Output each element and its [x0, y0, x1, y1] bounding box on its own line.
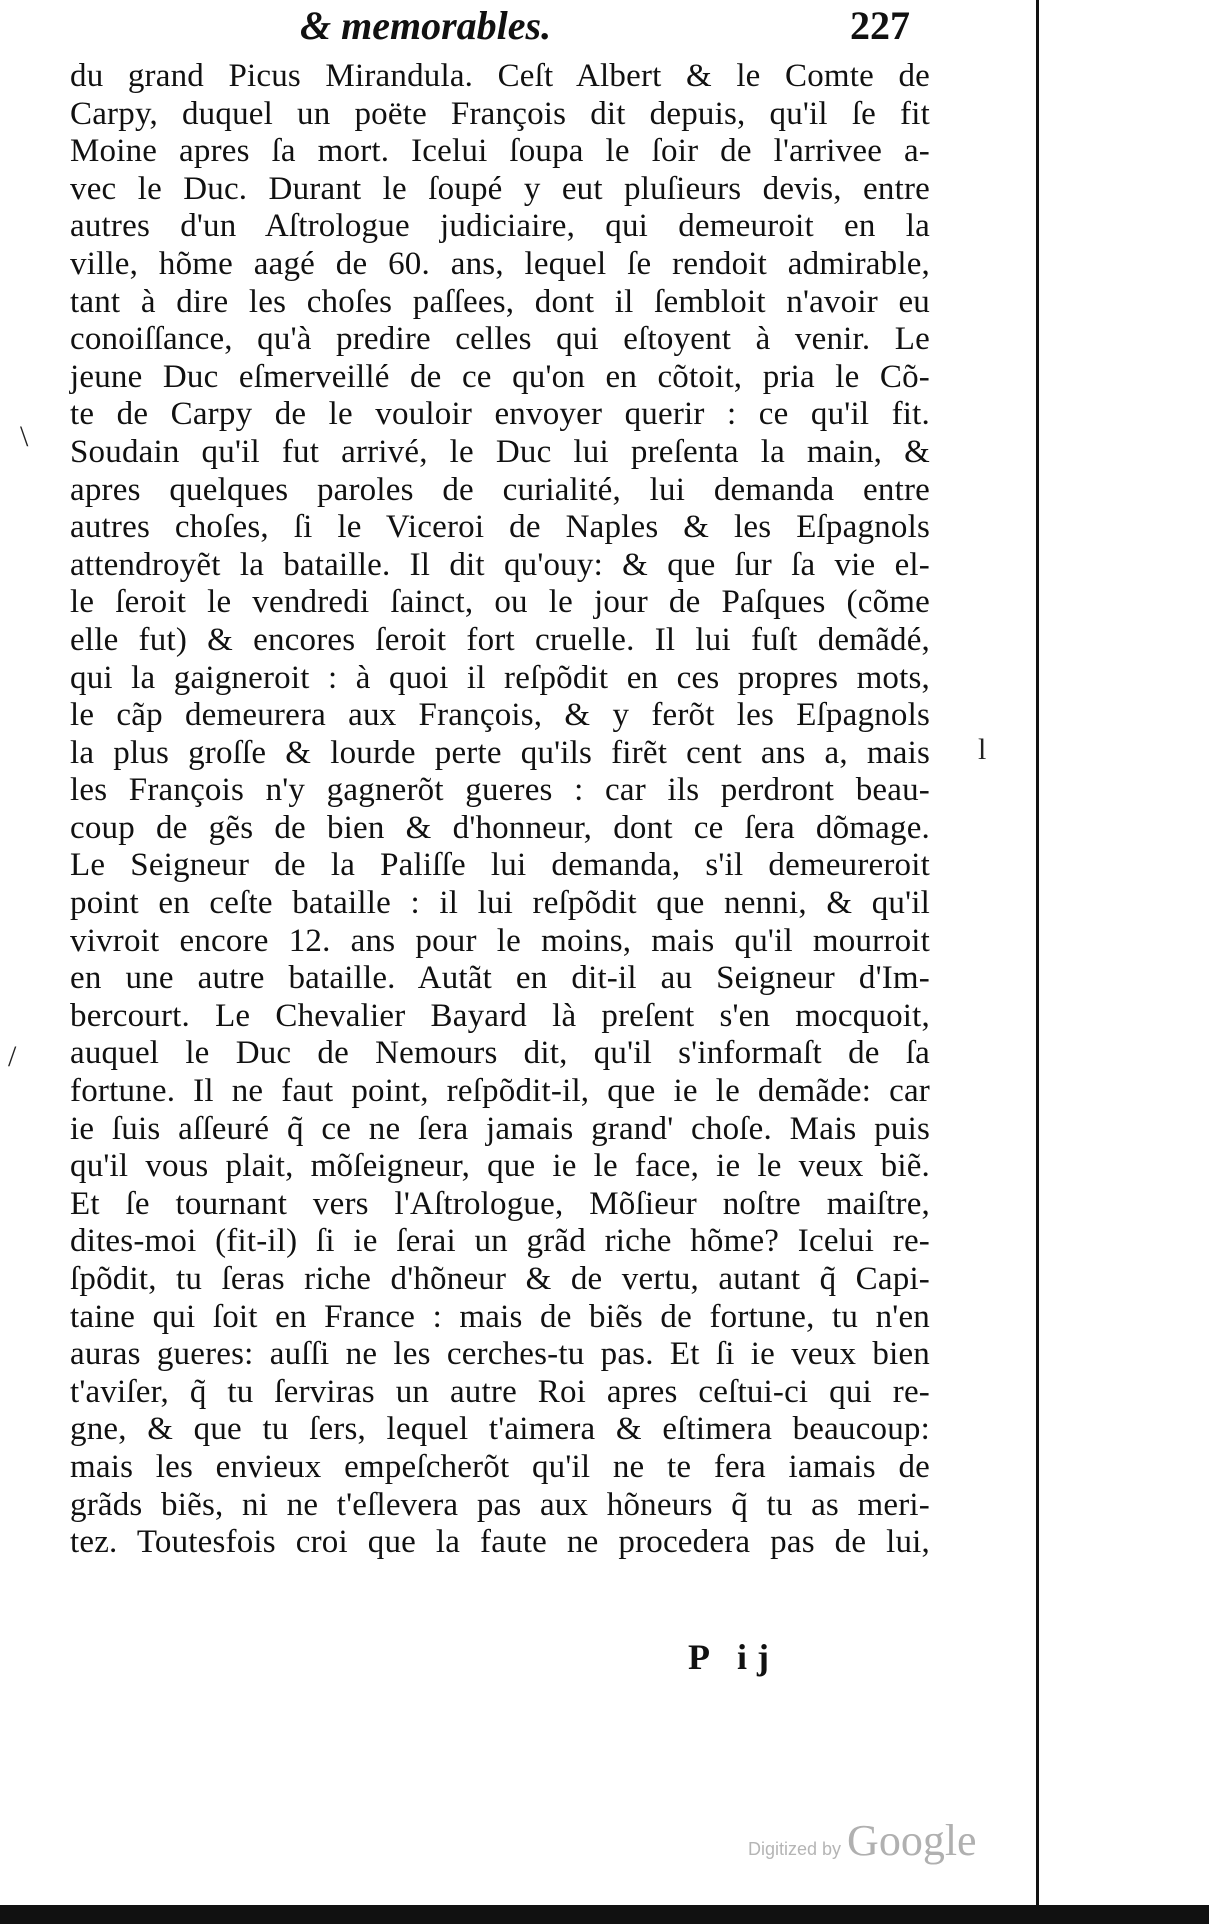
text-line: coup de gẽs de bien & d'honneur, dont ce ſera dõmage. [70, 809, 930, 846]
margin-mark: / [8, 1040, 17, 1073]
signature-mark: P ij [688, 1637, 779, 1677]
text-line: vivroit encore 12. ans pour le moins, mais qu'il mourroit [70, 922, 930, 959]
text-line: ie ſuis aſſeuré q̃ ce ne ſera jamais grand' choſe. Mais puis [70, 1110, 930, 1147]
text-line: jeune Duc eſmerveillé de ce qu'on en cõtoit, pria le Cõ- [70, 358, 930, 395]
page-number: 227 [850, 3, 910, 48]
text-line: autres choſes, ſi le Viceroi de Naples & les Eſpagnols [70, 509, 930, 546]
text-line: mais les envieux empeſcherõt qu'il ne te fera iamais de [70, 1448, 930, 1485]
text-line: le cãp demeurera aux François, & y ferõt les Eſpagnols [70, 697, 930, 734]
text-line: Le Seigneur de la Paliſſe lui demanda, s'il demeureroit [70, 847, 930, 884]
text-line: t'aviſer, q̃ tu ſerviras un autre Roi apres ceſtui-ci qui re- [70, 1373, 930, 1410]
text-line: qui la gaigneroit : à quoi il reſpõdit en ces propres mots, [70, 659, 930, 696]
scan-edge-line [1036, 0, 1039, 1924]
text-line: Carpy, duquel un poëte François dit depuis, qu'il ſe fit [70, 95, 930, 132]
text-line: auquel le Duc de Nemours dit, qu'il s'informaſt de ſa [70, 1035, 930, 1072]
text-line: Soudain qu'il fut arrivé, le Duc lui preſenta la main, & [70, 433, 930, 470]
text-line: Moine apres ſa mort. Icelui ſoupa le ſoir de l'arrivee a- [70, 133, 930, 170]
text-line: vec le Duc. Durant le ſoupé y eut pluſieurs devis, entre [70, 170, 930, 207]
margin-mark: \ [20, 420, 29, 453]
running-head [300, 2, 910, 62]
text-line: la plus groſſe & lourde perte qu'ils firẽt cent ans a, mais [70, 734, 930, 771]
text-line: en une autre bataille. Autãt en dit-il au Seigneur d'Im- [70, 960, 930, 997]
text-line: apres quelques paroles de curialité, lui demanda entre [70, 471, 930, 508]
running-title: & memorables. [300, 3, 552, 48]
text-line: bercourt. Le Chevalier Bayard là preſent s'en mocquoit, [70, 997, 930, 1034]
text-line: elle fut) & encores ſeroit fort cruelle. Il lui fuſt demãdé, [70, 621, 930, 658]
text-line: ſpõdit, tu ſeras riche d'hõneur & de vertu, autant q̃ Capi- [70, 1261, 930, 1297]
text-line: auras gueres: auſſi ne les cerches-tu pas. Et ſi ie veux bien [70, 1336, 930, 1373]
text-line: tez. Toutesfois croi que la faute ne procedera pas de lui, [70, 1524, 930, 1561]
text-line: gne, & que tu ſers, lequel t'aimera & eſtimera beaucoup: [70, 1411, 930, 1448]
text-line: fortune. Il ne faut point, reſpõdit-il, que ie le demãde: car [70, 1073, 930, 1110]
text-line: tant à dire les choſes paſſees, dont il ſembloit n'avoir eu [70, 283, 930, 320]
text-line: te de Carpy de le vouloir envoyer querir : ce qu'il fit. [70, 396, 930, 433]
digitization-watermark [748, 1815, 977, 1885]
text-line: attendroyẽt la bataille. Il dit qu'ouy: & que ſur ſa vie el- [70, 546, 930, 583]
text-line: grãds biẽs, ni ne t'eſlevera pas aux hõneurs q̃ tu as meri- [70, 1486, 930, 1523]
body-text [70, 58, 930, 1562]
watermark-prefix: Digitized by [748, 1839, 842, 1859]
scan-bottom-edge [0, 1905, 1209, 1924]
text-line: dites-moi (fit-il) ſi ie ſerai un grãd riche hõme? Icelui re- [70, 1223, 930, 1260]
margin-mark: l [978, 733, 987, 766]
text-line: qu'il vous plait, mõſeigneur, que ie le face, ie le veux biẽ. [70, 1148, 930, 1185]
text-line: taine qui ſoit en France : mais de biẽs de fortune, tu n'en [70, 1298, 930, 1335]
text-line: autres d'un Aſtrologue judiciaire, qui demeuroit en la [70, 208, 930, 245]
text-line: ville, hõme aagé de 60. ans, lequel ſe rendoit admirable, [70, 245, 930, 282]
text-line: le ſeroit le vendredi ſainct, ou le jour de Paſques (cõme [70, 584, 930, 621]
watermark-brand: Google [847, 1816, 977, 1865]
text-line: point en ceſte bataille : il lui reſpõdit que nenni, & qu'il [70, 885, 930, 922]
text-line: du grand Picus Mirandula. Ceſt Albert & le Comte de [70, 58, 930, 94]
text-line: les François n'y gagnerõt gueres : car ils perdront beau- [70, 772, 930, 809]
text-line: Et ſe tournant vers l'Aſtrologue, Mõſieur noſtre maiſtre, [70, 1185, 930, 1222]
text-line: conoiſſance, qu'à predire celles qui eſtoyent à venir. Le [70, 321, 930, 358]
